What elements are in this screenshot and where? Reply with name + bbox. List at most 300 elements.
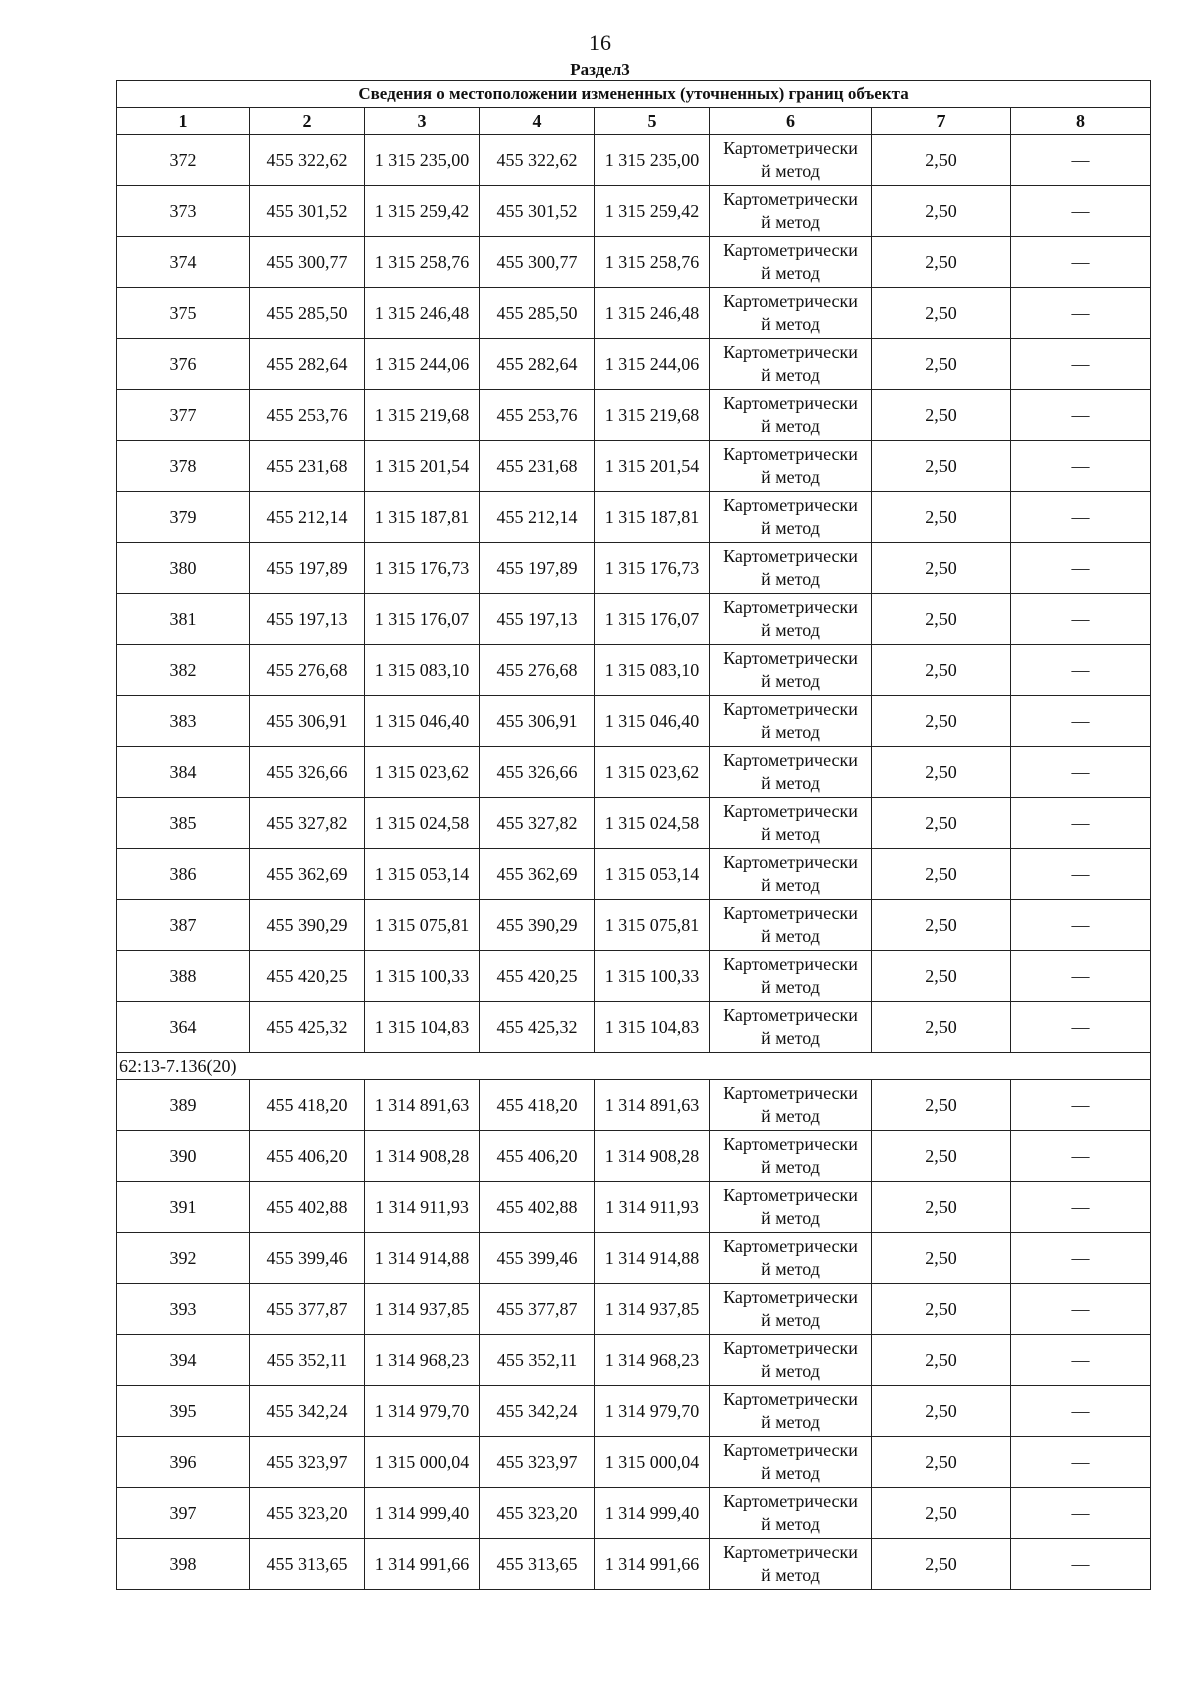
y-new-cell: 1 315 104,83: [595, 1002, 710, 1053]
point-number-cell: 374: [117, 237, 250, 288]
x-old-cell: 455 402,88: [250, 1182, 365, 1233]
x-new-cell: 455 322,62: [480, 135, 595, 186]
y-old-cell: 1 315 100,33: [365, 951, 480, 1002]
y-old-cell: 1 315 053,14: [365, 849, 480, 900]
point-number-cell: 397: [117, 1488, 250, 1539]
note-cell: —: [1011, 339, 1151, 390]
point-number-cell: 385: [117, 798, 250, 849]
y-old-cell: 1 315 176,07: [365, 594, 480, 645]
method-text-line: Картометрически: [723, 1287, 858, 1307]
point-number-cell: 384: [117, 747, 250, 798]
x-old-cell: 455 197,13: [250, 594, 365, 645]
x-new-cell: 455 282,64: [480, 339, 595, 390]
x-old-cell: 455 420,25: [250, 951, 365, 1002]
table-row: [117, 1335, 1151, 1386]
point-number-cell: 375: [117, 288, 250, 339]
point-number-cell: 394: [117, 1335, 250, 1386]
method-cell: [710, 696, 872, 747]
x-new-cell: 455 253,76: [480, 390, 595, 441]
note-cell: —: [1011, 1002, 1151, 1053]
x-old-cell: 455 406,20: [250, 1131, 365, 1182]
note-cell: —: [1011, 441, 1151, 492]
x-new-cell: 455 402,88: [480, 1182, 595, 1233]
method-text-line: Картометрически: [723, 1185, 858, 1205]
accuracy-cell: 2,50: [872, 1386, 1011, 1437]
group-header-row: [117, 1053, 1151, 1080]
method-cell: [710, 798, 872, 849]
accuracy-cell: 2,50: [872, 594, 1011, 645]
note-cell: —: [1011, 1080, 1151, 1131]
x-old-cell: 455 377,87: [250, 1284, 365, 1335]
table-row: [117, 186, 1151, 237]
x-old-cell: 455 342,24: [250, 1386, 365, 1437]
point-number-cell: 390: [117, 1131, 250, 1182]
x-old-cell: 455 231,68: [250, 441, 365, 492]
accuracy-cell: 2,50: [872, 1284, 1011, 1335]
y-new-cell: 1 314 979,70: [595, 1386, 710, 1437]
y-new-cell: 1 314 968,23: [595, 1335, 710, 1386]
note-cell: —: [1011, 1131, 1151, 1182]
y-new-cell: 1 314 911,93: [595, 1182, 710, 1233]
method-text-line: Картометрически: [723, 291, 858, 311]
note-cell: —: [1011, 1386, 1151, 1437]
method-cell: [710, 135, 872, 186]
method-text-line: й метод: [761, 263, 820, 283]
x-new-cell: 455 323,97: [480, 1437, 595, 1488]
method-text-line: й метод: [761, 1157, 820, 1177]
accuracy-cell: 2,50: [872, 1233, 1011, 1284]
method-text-line: й метод: [761, 824, 820, 844]
method-text-line: й метод: [761, 212, 820, 232]
method-text-line: Картометрически: [723, 1083, 858, 1103]
point-number-cell: 396: [117, 1437, 250, 1488]
point-number-cell: 389: [117, 1080, 250, 1131]
accuracy-cell: 2,50: [872, 288, 1011, 339]
y-old-cell: 1 315 024,58: [365, 798, 480, 849]
method-text-line: й метод: [761, 1208, 820, 1228]
method-text-line: Картометрически: [723, 189, 858, 209]
x-new-cell: 455 390,29: [480, 900, 595, 951]
point-number-cell: 398: [117, 1539, 250, 1590]
y-old-cell: 1 315 023,62: [365, 747, 480, 798]
y-new-cell: 1 315 219,68: [595, 390, 710, 441]
y-old-cell: 1 315 176,73: [365, 543, 480, 594]
accuracy-cell: 2,50: [872, 1335, 1011, 1386]
x-old-cell: 455 212,14: [250, 492, 365, 543]
x-old-cell: 455 418,20: [250, 1080, 365, 1131]
accuracy-cell: 2,50: [872, 390, 1011, 441]
method-text-line: й метод: [761, 1412, 820, 1432]
y-new-cell: 1 315 023,62: [595, 747, 710, 798]
accuracy-cell: 2,50: [872, 543, 1011, 594]
table-row: [117, 492, 1151, 543]
table-row: [117, 1488, 1151, 1539]
y-new-cell: 1 315 046,40: [595, 696, 710, 747]
table-caption-row: [117, 81, 1151, 108]
x-new-cell: 455 197,13: [480, 594, 595, 645]
method-cell: [710, 1080, 872, 1131]
table-row: [117, 747, 1151, 798]
table-row: [117, 390, 1151, 441]
x-old-cell: 455 323,97: [250, 1437, 365, 1488]
y-old-cell: 1 315 235,00: [365, 135, 480, 186]
x-new-cell: 455 420,25: [480, 951, 595, 1002]
table-row: [117, 798, 1151, 849]
y-new-cell: 1 314 937,85: [595, 1284, 710, 1335]
x-new-cell: 455 300,77: [480, 237, 595, 288]
note-cell: —: [1011, 798, 1151, 849]
x-new-cell: 455 406,20: [480, 1131, 595, 1182]
method-text-line: Картометрически: [723, 240, 858, 260]
y-new-cell: 1 314 908,28: [595, 1131, 710, 1182]
method-text-line: Картометрически: [723, 1440, 858, 1460]
method-text-line: й метод: [761, 671, 820, 691]
x-old-cell: 455 352,11: [250, 1335, 365, 1386]
y-new-cell: 1 315 024,58: [595, 798, 710, 849]
parcel-number-label: 62:13-7.136(20): [117, 1053, 1151, 1080]
note-cell: —: [1011, 492, 1151, 543]
point-number-cell: 383: [117, 696, 250, 747]
y-old-cell: 1 314 979,70: [365, 1386, 480, 1437]
accuracy-cell: 2,50: [872, 798, 1011, 849]
accuracy-cell: 2,50: [872, 849, 1011, 900]
method-cell: [710, 186, 872, 237]
point-number-cell: 395: [117, 1386, 250, 1437]
method-text-line: Картометрически: [723, 444, 858, 464]
table-row: [117, 1182, 1151, 1233]
note-cell: —: [1011, 237, 1151, 288]
x-old-cell: 455 285,50: [250, 288, 365, 339]
x-new-cell: 455 377,87: [480, 1284, 595, 1335]
x-new-cell: 455 399,46: [480, 1233, 595, 1284]
method-text-line: Картометрически: [723, 954, 858, 974]
x-old-cell: 455 313,65: [250, 1539, 365, 1590]
method-cell: [710, 1002, 872, 1053]
x-new-cell: 455 342,24: [480, 1386, 595, 1437]
y-old-cell: 1 314 991,66: [365, 1539, 480, 1590]
point-number-cell: 387: [117, 900, 250, 951]
point-number-cell: 381: [117, 594, 250, 645]
method-text-line: й метод: [761, 1106, 820, 1126]
x-new-cell: 455 276,68: [480, 645, 595, 696]
method-cell: [710, 1488, 872, 1539]
method-cell: [710, 441, 872, 492]
table-caption: Сведения о местоположении измененных (уточненных) границ объекта: [117, 81, 1151, 108]
method-cell: [710, 339, 872, 390]
x-new-cell: 455 231,68: [480, 441, 595, 492]
method-text-line: й метод: [761, 1310, 820, 1330]
y-old-cell: 1 315 258,76: [365, 237, 480, 288]
note-cell: —: [1011, 1335, 1151, 1386]
method-text-line: Картометрически: [723, 1542, 858, 1562]
x-new-cell: 455 352,11: [480, 1335, 595, 1386]
note-cell: —: [1011, 645, 1151, 696]
accuracy-cell: 2,50: [872, 1002, 1011, 1053]
method-cell: [710, 1437, 872, 1488]
table-row: [117, 1539, 1151, 1590]
accuracy-cell: 2,50: [872, 339, 1011, 390]
x-new-cell: 455 327,82: [480, 798, 595, 849]
method-cell: [710, 1233, 872, 1284]
method-text-line: Картометрически: [723, 1491, 858, 1511]
x-new-cell: 455 362,69: [480, 849, 595, 900]
page-number: 16: [589, 30, 611, 55]
note-cell: —: [1011, 288, 1151, 339]
y-old-cell: 1 315 104,83: [365, 1002, 480, 1053]
table-row: [117, 1131, 1151, 1182]
method-text-line: й метод: [761, 467, 820, 487]
method-cell: [710, 390, 872, 441]
method-text-line: Картометрически: [723, 495, 858, 515]
note-cell: —: [1011, 849, 1151, 900]
accuracy-cell: 2,50: [872, 492, 1011, 543]
y-old-cell: 1 315 201,54: [365, 441, 480, 492]
method-text-line: Картометрически: [723, 750, 858, 770]
table-row: [117, 1386, 1151, 1437]
method-text-line: Картометрически: [723, 393, 858, 413]
table-row: [117, 543, 1151, 594]
method-text-line: Картометрически: [723, 1236, 858, 1256]
y-old-cell: 1 315 244,06: [365, 339, 480, 390]
method-cell: [710, 594, 872, 645]
method-text-line: Картометрически: [723, 1134, 858, 1154]
method-text-line: Картометрически: [723, 1338, 858, 1358]
method-text-line: й метод: [761, 365, 820, 385]
table-row: [117, 951, 1151, 1002]
column-number: 8: [1011, 108, 1151, 135]
method-cell: [710, 543, 872, 594]
note-cell: —: [1011, 594, 1151, 645]
table-row: [117, 645, 1151, 696]
column-number: 5: [595, 108, 710, 135]
method-text-line: й метод: [761, 926, 820, 946]
method-cell: [710, 1182, 872, 1233]
x-new-cell: 455 197,89: [480, 543, 595, 594]
method-text-line: й метод: [761, 1463, 820, 1483]
method-text-line: Картометрически: [723, 597, 858, 617]
method-text-line: й метод: [761, 977, 820, 997]
point-number-cell: 393: [117, 1284, 250, 1335]
accuracy-cell: 2,50: [872, 237, 1011, 288]
y-new-cell: 1 315 083,10: [595, 645, 710, 696]
x-new-cell: 455 313,65: [480, 1539, 595, 1590]
y-old-cell: 1 315 246,48: [365, 288, 480, 339]
x-new-cell: 455 425,32: [480, 1002, 595, 1053]
x-old-cell: 455 390,29: [250, 900, 365, 951]
method-text-line: й метод: [761, 1259, 820, 1279]
method-cell: [710, 951, 872, 1002]
method-text-line: й метод: [761, 1565, 820, 1585]
x-new-cell: 455 306,91: [480, 696, 595, 747]
accuracy-cell: 2,50: [872, 1182, 1011, 1233]
method-text-line: й метод: [761, 518, 820, 538]
table-row: [117, 237, 1151, 288]
y-new-cell: 1 314 914,88: [595, 1233, 710, 1284]
note-cell: —: [1011, 1488, 1151, 1539]
method-text-line: Картометрически: [723, 801, 858, 821]
y-new-cell: 1 315 100,33: [595, 951, 710, 1002]
method-text-line: Картометрически: [723, 648, 858, 668]
table-row: [117, 1233, 1151, 1284]
table-row: [117, 288, 1151, 339]
point-number-cell: 380: [117, 543, 250, 594]
table-row: [117, 1002, 1151, 1053]
note-cell: —: [1011, 696, 1151, 747]
x-old-cell: 455 323,20: [250, 1488, 365, 1539]
y-old-cell: 1 314 891,63: [365, 1080, 480, 1131]
point-number-cell: 379: [117, 492, 250, 543]
note-cell: —: [1011, 543, 1151, 594]
x-old-cell: 455 327,82: [250, 798, 365, 849]
note-cell: —: [1011, 135, 1151, 186]
x-new-cell: 455 323,20: [480, 1488, 595, 1539]
x-old-cell: 455 300,77: [250, 237, 365, 288]
method-cell: [710, 849, 872, 900]
method-text-line: й метод: [761, 722, 820, 742]
method-text-line: й метод: [761, 314, 820, 334]
column-number: 2: [250, 108, 365, 135]
y-new-cell: 1 315 176,73: [595, 543, 710, 594]
note-cell: —: [1011, 186, 1151, 237]
table-row: [117, 1437, 1151, 1488]
method-cell: [710, 900, 872, 951]
x-old-cell: 455 301,52: [250, 186, 365, 237]
y-old-cell: 1 314 908,28: [365, 1131, 480, 1182]
method-text-line: й метод: [761, 1028, 820, 1048]
accuracy-cell: 2,50: [872, 696, 1011, 747]
table-row: [117, 696, 1151, 747]
method-cell: [710, 1335, 872, 1386]
column-number: 4: [480, 108, 595, 135]
column-number: 3: [365, 108, 480, 135]
table-row: [117, 135, 1151, 186]
x-old-cell: 455 197,89: [250, 543, 365, 594]
x-old-cell: 455 362,69: [250, 849, 365, 900]
method-text-line: й метод: [761, 875, 820, 895]
column-number: 1: [117, 108, 250, 135]
y-new-cell: 1 315 053,14: [595, 849, 710, 900]
accuracy-cell: 2,50: [872, 1539, 1011, 1590]
table-row: [117, 1284, 1151, 1335]
point-number-cell: 388: [117, 951, 250, 1002]
point-number-cell: 364: [117, 1002, 250, 1053]
method-text-line: й метод: [761, 620, 820, 640]
accuracy-cell: 2,50: [872, 1131, 1011, 1182]
x-new-cell: 455 285,50: [480, 288, 595, 339]
note-cell: —: [1011, 747, 1151, 798]
y-new-cell: 1 315 258,76: [595, 237, 710, 288]
point-number-cell: 392: [117, 1233, 250, 1284]
table-row: [117, 1080, 1151, 1131]
point-number-cell: 382: [117, 645, 250, 696]
x-old-cell: 455 322,62: [250, 135, 365, 186]
method-text-line: Картометрически: [723, 546, 858, 566]
table-row: [117, 849, 1151, 900]
x-old-cell: 455 276,68: [250, 645, 365, 696]
y-old-cell: 1 315 083,10: [365, 645, 480, 696]
x-new-cell: 455 418,20: [480, 1080, 595, 1131]
y-old-cell: 1 314 937,85: [365, 1284, 480, 1335]
x-new-cell: 455 212,14: [480, 492, 595, 543]
y-new-cell: 1 315 201,54: [595, 441, 710, 492]
y-new-cell: 1 315 259,42: [595, 186, 710, 237]
method-text-line: й метод: [761, 569, 820, 589]
x-new-cell: 455 301,52: [480, 186, 595, 237]
note-cell: —: [1011, 1437, 1151, 1488]
method-text-line: Картометрически: [723, 342, 858, 362]
y-old-cell: 1 315 075,81: [365, 900, 480, 951]
method-cell: [710, 1539, 872, 1590]
x-old-cell: 455 282,64: [250, 339, 365, 390]
y-new-cell: 1 315 187,81: [595, 492, 710, 543]
column-number: 7: [872, 108, 1011, 135]
table-row: [117, 441, 1151, 492]
method-text-line: Картометрически: [723, 699, 858, 719]
y-old-cell: 1 315 046,40: [365, 696, 480, 747]
x-new-cell: 455 326,66: [480, 747, 595, 798]
note-cell: —: [1011, 1539, 1151, 1590]
x-old-cell: 455 306,91: [250, 696, 365, 747]
y-new-cell: 1 314 891,63: [595, 1080, 710, 1131]
note-cell: —: [1011, 1233, 1151, 1284]
column-number-row: [117, 108, 1151, 135]
accuracy-cell: 2,50: [872, 747, 1011, 798]
table-row: [117, 594, 1151, 645]
point-number-cell: 373: [117, 186, 250, 237]
note-cell: —: [1011, 951, 1151, 1002]
point-number-cell: 386: [117, 849, 250, 900]
y-new-cell: 1 315 176,07: [595, 594, 710, 645]
method-cell: [710, 237, 872, 288]
method-text-line: й метод: [761, 773, 820, 793]
accuracy-cell: 2,50: [872, 951, 1011, 1002]
note-cell: —: [1011, 900, 1151, 951]
y-new-cell: 1 315 000,04: [595, 1437, 710, 1488]
accuracy-cell: 2,50: [872, 1437, 1011, 1488]
method-cell: [710, 1131, 872, 1182]
y-old-cell: 1 314 999,40: [365, 1488, 480, 1539]
method-text-line: Картометрически: [723, 138, 858, 158]
method-text-line: Картометрически: [723, 903, 858, 923]
y-old-cell: 1 315 187,81: [365, 492, 480, 543]
method-cell: [710, 1386, 872, 1437]
method-text-line: й метод: [761, 161, 820, 181]
method-cell: [710, 492, 872, 543]
accuracy-cell: 2,50: [872, 135, 1011, 186]
method-text-line: й метод: [761, 1361, 820, 1381]
point-number-cell: 391: [117, 1182, 250, 1233]
point-number-cell: 377: [117, 390, 250, 441]
method-cell: [710, 288, 872, 339]
y-new-cell: 1 314 999,40: [595, 1488, 710, 1539]
point-number-cell: 372: [117, 135, 250, 186]
method-text-line: Картометрически: [723, 1389, 858, 1409]
point-number-cell: 376: [117, 339, 250, 390]
method-text-line: Картометрически: [723, 852, 858, 872]
y-old-cell: 1 315 259,42: [365, 186, 480, 237]
note-cell: —: [1011, 1182, 1151, 1233]
y-new-cell: 1 314 991,66: [595, 1539, 710, 1590]
table-row: [117, 339, 1151, 390]
accuracy-cell: 2,50: [872, 1488, 1011, 1539]
accuracy-cell: 2,50: [872, 900, 1011, 951]
accuracy-cell: 2,50: [872, 645, 1011, 696]
y-old-cell: 1 315 000,04: [365, 1437, 480, 1488]
y-old-cell: 1 315 219,68: [365, 390, 480, 441]
method-text-line: й метод: [761, 1514, 820, 1534]
note-cell: —: [1011, 390, 1151, 441]
column-number: 6: [710, 108, 872, 135]
